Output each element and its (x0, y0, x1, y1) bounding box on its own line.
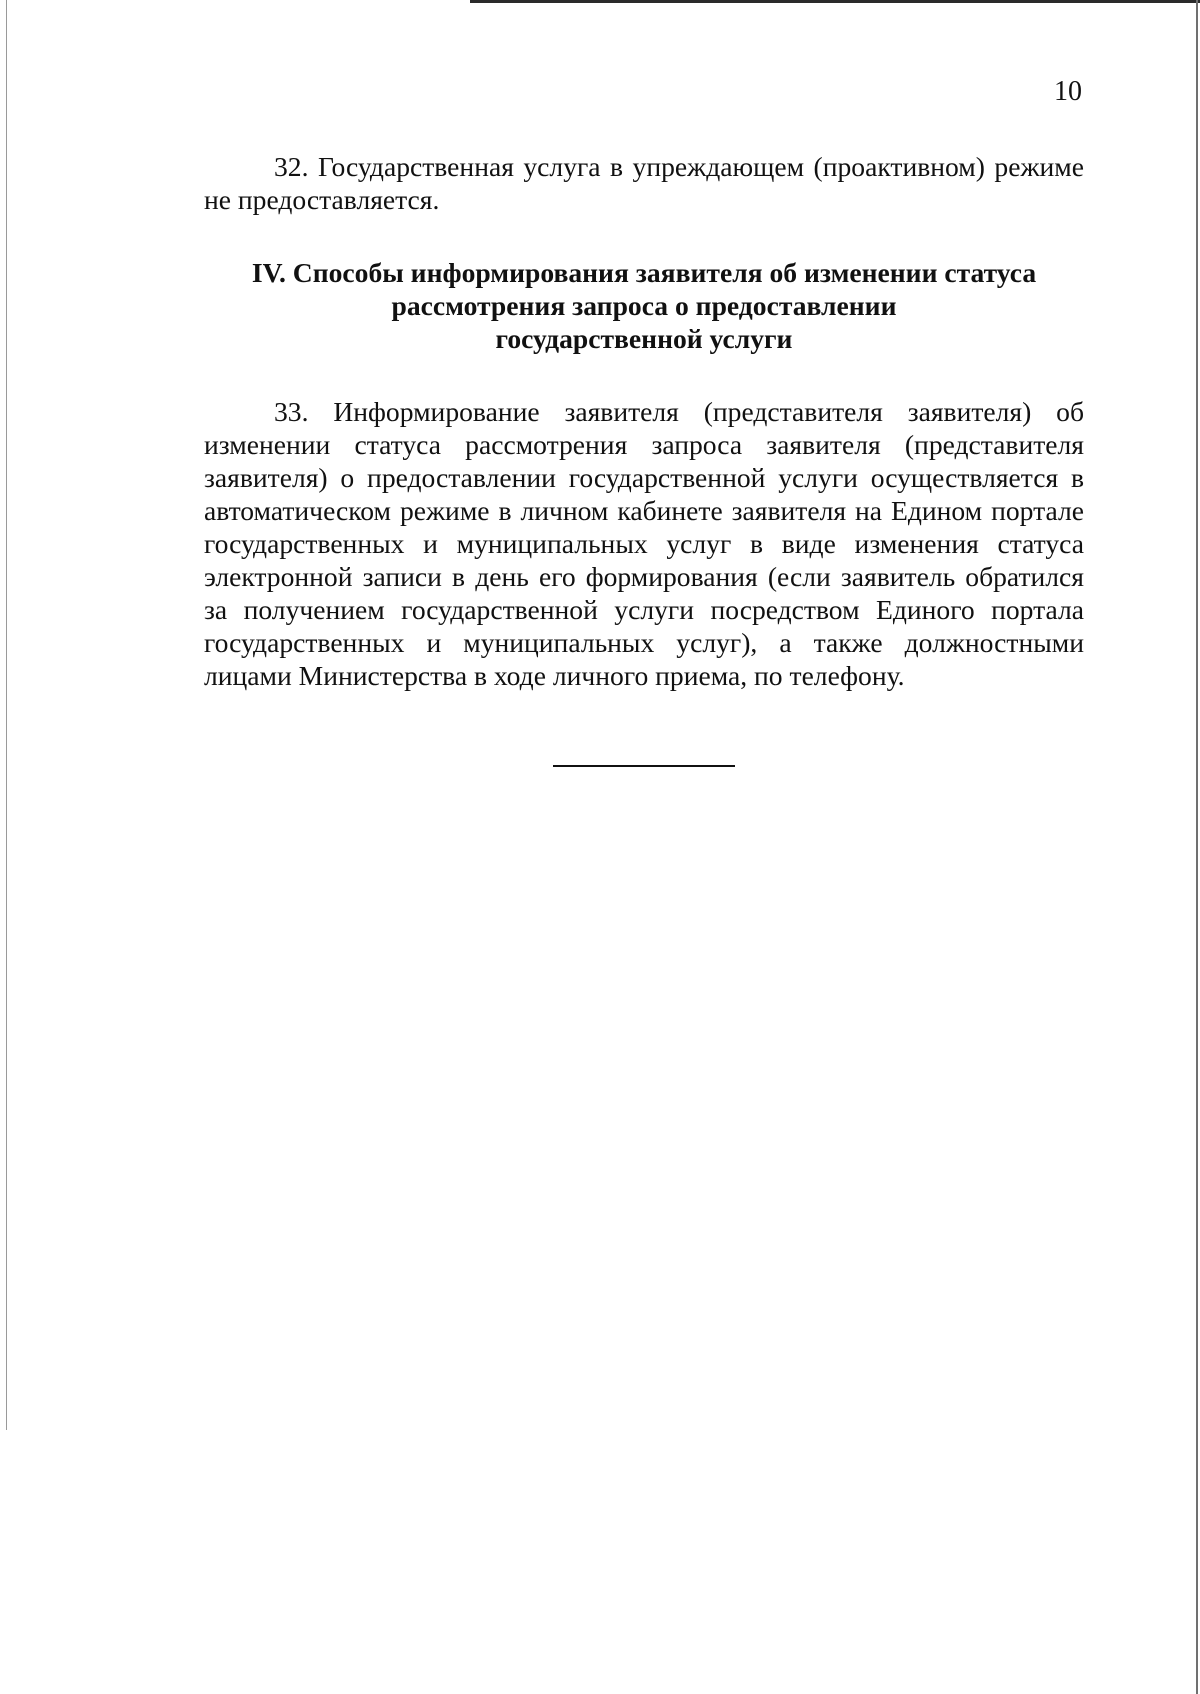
scan-right-edge-line (1196, 0, 1198, 1694)
scan-top-edge-line (470, 0, 1200, 3)
page-number: 10 (1054, 76, 1082, 107)
scan-left-edge-line (6, 0, 7, 1430)
paragraph-33: 33. Информирование заявителя (представителя заявителя) об изменении статуса рассмотрения запроса заявителя (представителя заявителя) о предоставлении государственной услуги осуществляется в автоматическом режиме в личном кабинете заявителя на Едином портале государственных и муниципальных услуг в виде изменения статуса электронной записи в день его формирования (если заявитель обратился за получением государственной услуги посредством Единого портала государственных и муниципальных услуг), а также должностными лицами Министерства в ходе личного приема, по телефону. (204, 396, 1084, 691)
document-body (204, 150, 1084, 692)
heading-line-1: IV. Способы информирования заявителя об изменении статуса (251, 257, 1037, 288)
paragraph-32: 32. Государственная услуга в упреждающем (проактивном) режиме не предоставляется. (204, 151, 1084, 215)
end-of-text-rule (553, 765, 735, 767)
section-heading-iv (244, 256, 1044, 355)
heading-line-3: государственной услуги (495, 323, 793, 354)
heading-line-2: рассмотрения запроса о предоставлении (391, 290, 897, 321)
